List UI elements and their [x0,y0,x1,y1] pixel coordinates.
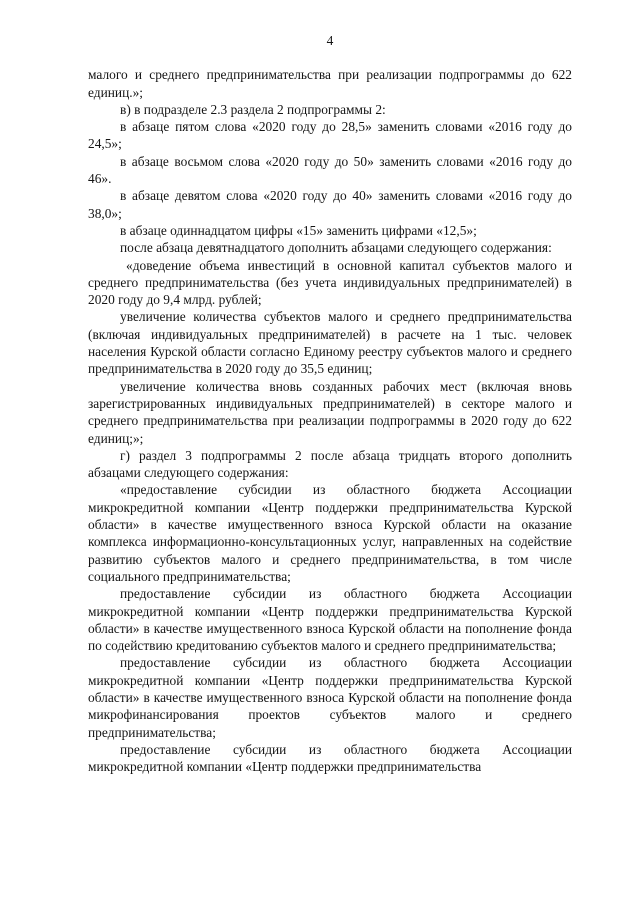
page-number: 4 [326,33,334,48]
paragraph-7: после абзаца девятнадцатого дополнить абзацами следующего содержания: [120,240,552,256]
paragraph-11: г) раздел 3 подпрограммы 2 после абзаца тридцать второго дополнить абзацами следующего содержания: [88,447,572,481]
paragraph-10: увеличение количества вновь созданных рабочих мест (включая вновь зарегистрированных индивидуальных предпринимателей) в секторе малого и среднего предпринимательства при реализации подпрограммы в 2020 году до 622 единиц;»; [88,378,572,446]
paragraph-15: предоставление субсидии из областного бюджета Ассоциации микрокредитной компании «Центр поддержки предпринимательства [88,741,572,775]
paragraph-2: в) в подразделе 2.3 раздела 2 подпрограммы 2: [120,101,386,117]
paragraph-1: малого и среднего предпринимательства при реализации подпрограммы до 622 единиц.»; [88,67,572,100]
paragraph-6: в абзаце одиннадцатом цифры «15» заменить цифрами «12,5»; [120,222,477,238]
document-page [88,32,572,892]
paragraph-13: предоставление субсидии из областного бюджета Ассоциации микрокредитной компании «Центр поддержки предпринимательства Курской области» в качестве имущественного взноса Курской области на пополнение фонда по содействию кредитованию субъектов малого и среднего предпринимательства; [88,586,572,654]
paragraph-12: «предоставление субсидии из областного бюджета Ассоциации микрокредитной компании «Центр поддержки предпринимательства Курской области» в качестве имущественного взноса Курской области на оказание комплекса информационно-консультационных услуг, направленных на содействие развитию субъектов малого и среднего предпринимательства, в том числе социального предпринимательства; [88,482,572,584]
paragraph-4: в абзаце восьмом слова «2020 году до 50» заменить словами «2016 году до 46». [88,153,572,187]
paragraph-5: в абзаце девятом слова «2020 году до 40» заменить словами «2016 году до 38,0»; [88,188,572,221]
paragraph-8: «доведение объема инвестиций в основной капитал субъектов малого и среднего предпринимательства (без учета индивидуальных предпринимателей) в 2020 году до 9,4 млрд. рублей; [88,257,572,308]
paragraph-3: в абзаце пятом слова «2020 году до 28,5» заменить словами «2016 году до 24,5»; [88,119,572,152]
paragraph-14: предоставление субсидии из областного бюджета Ассоциации микрокредитной компании «Центр поддержки предпринимательства Курской области» в качестве имущественного взноса Курской области на пополнение фонда микрофинансирования проектов субъектов малого и среднего предпринимательства; [88,655,572,740]
paragraph-9: увеличение количества субъектов малого и среднего предпринимательства (включая индивидуальных предпринимателей) в расчете на 1 тыс. человек населения Курской области согласно Единому реестру субъектов малого и среднего предпринимательства в 2020 году до 35,5 единиц; [88,309,572,377]
